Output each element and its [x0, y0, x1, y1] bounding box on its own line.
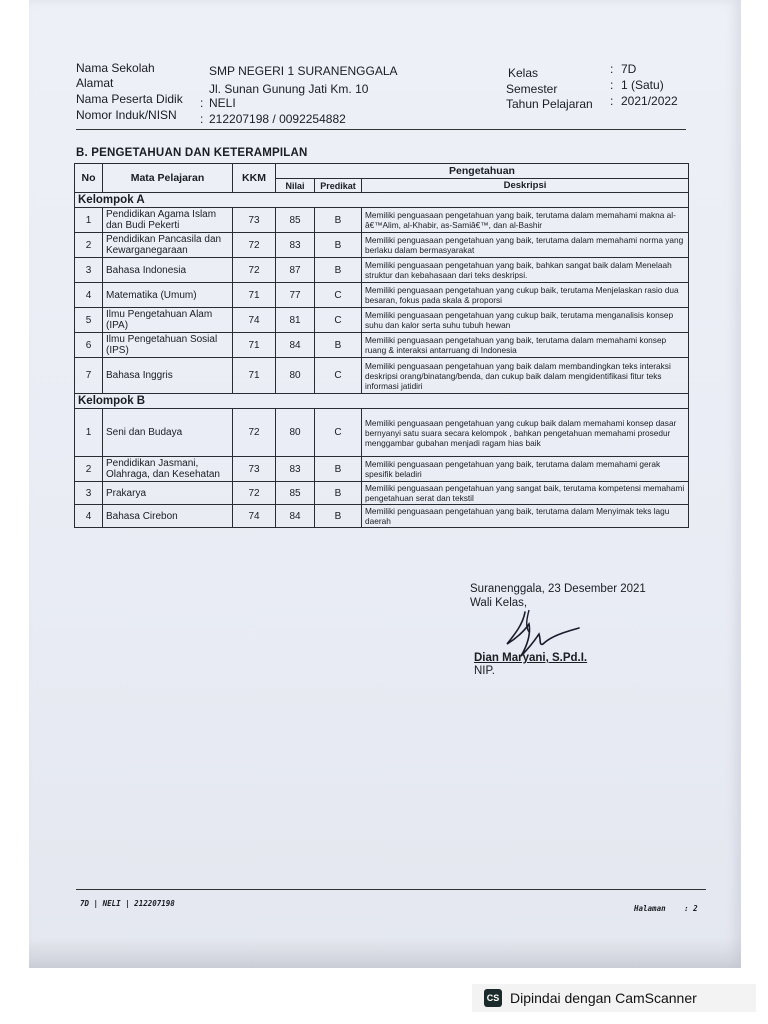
row-subject: Pendidikan Jasmani, Olahraga, dan Kesehatan: [103, 457, 233, 482]
row-deskripsi: Memiliki penguasaan pengetahuan yang cukup baik, terutama Menjelaskan rasio dua besaran, fokus pada skala & proporsi: [362, 283, 689, 308]
row-no: 3: [75, 258, 103, 283]
col-nilai: Nilai: [276, 179, 315, 193]
row-deskripsi: Memiliki penguasaan pengetahuan yang cukup baik dalam memahami konsep dasar bernyanyi satu suara secara kelompok , bahkan pengetahuan memahami prosedur menggambar gubahan menjadi ragam hias baik: [362, 409, 689, 457]
row-nilai: 87: [276, 258, 315, 283]
row-kkm: 71: [233, 283, 276, 308]
row-no: 4: [75, 283, 103, 308]
student-value: NELI: [209, 96, 236, 110]
teacher-name: Dian Maryani, S.Pd.I.: [474, 652, 588, 664]
row-nilai: 85: [276, 482, 315, 505]
row-kkm: 72: [233, 258, 276, 283]
signature-place-date: Suranenggala, 23 Desember 2021: [470, 583, 646, 595]
row-kkm: 72: [233, 482, 276, 505]
section-title: B. PENGETAHUAN DAN KETERAMPILAN: [76, 147, 308, 159]
semester-label: Semester: [506, 82, 558, 96]
row-predikat: B: [315, 208, 362, 233]
table-row: [75, 333, 689, 358]
year-value: 2021/2022: [621, 94, 678, 108]
row-predikat: B: [315, 333, 362, 358]
row-kkm: 72: [233, 409, 276, 457]
row-no: 5: [75, 308, 103, 333]
row-nilai: 80: [276, 358, 315, 394]
row-subject: Bahasa Cirebon: [103, 505, 233, 528]
class-value: 7D: [621, 62, 637, 76]
nisn-label: Nomor Induk/NISN: [76, 108, 177, 122]
footer-page-word: Halaman: [634, 904, 666, 913]
row-subject: Bahasa Inggris: [103, 358, 233, 394]
table-row: [75, 409, 689, 457]
row-kkm: 74: [233, 308, 276, 333]
footer-page-label: [634, 904, 698, 913]
address-label: Alamat: [76, 76, 114, 90]
row-nilai: 85: [276, 208, 315, 233]
semester-value: 1 (Satu): [621, 78, 664, 92]
row-predikat: B: [315, 258, 362, 283]
table-row: [75, 208, 689, 233]
row-deskripsi: Memiliki penguasaan pengetahuan yang baik, terutama dalam Menyimak teks lagu daerah: [362, 505, 689, 528]
class-colon: :: [610, 62, 614, 76]
row-predikat: B: [315, 457, 362, 482]
row-nilai: 83: [276, 457, 315, 482]
address-value: Jl. Sunan Gunung Jati Km. 10: [209, 82, 369, 96]
footer-page-number: : 2: [684, 904, 698, 913]
row-kkm: 71: [233, 358, 276, 394]
row-subject: Matematika (Umum): [103, 283, 233, 308]
row-nilai: 77: [276, 283, 315, 308]
row-no: 1: [75, 409, 103, 457]
year-label: Tahun Pelajaran: [506, 97, 593, 111]
col-pengetahuan: Pengetahuan: [276, 164, 689, 179]
group-a-heading: Kelompok A: [75, 193, 689, 208]
row-kkm: 71: [233, 333, 276, 358]
footer-separator: [76, 889, 706, 890]
year-colon: :: [610, 94, 614, 108]
col-deskripsi: Deskripsi: [362, 179, 689, 193]
table-row: [75, 233, 689, 258]
row-deskripsi: Memiliki penguasaan pengetahuan yang cukup baik, terutama menganalisis konsep suhu dan kalor serta suhu tubuh hewan: [362, 308, 689, 333]
row-deskripsi: Memiliki penguasaan pengetahuan yang baik, terutama dalam memahami konsep ruang & interaksi antarruang di Indonesia: [362, 333, 689, 358]
footer-left: 7D | NELI | 212207198: [80, 899, 175, 908]
row-predikat: C: [315, 409, 362, 457]
row-no: 2: [75, 233, 103, 258]
row-subject: Bahasa Indonesia: [103, 258, 233, 283]
teacher-nip: NIP.: [474, 665, 495, 677]
col-no: No: [75, 164, 103, 193]
camscanner-badge: [472, 984, 756, 1012]
row-deskripsi: Memiliki penguasaan pengetahuan yang baik, bahkan sangat baik dalam Menelaah struktur dan kebahasaan dari teks deskripsi.: [362, 258, 689, 283]
row-predikat: C: [315, 283, 362, 308]
nisn-colon: :: [200, 112, 204, 126]
row-deskripsi: Memiliki penguasaan pengetahuan yang baik, terutama dalam memahami norma yang berlaku dalam bermasyarakat: [362, 233, 689, 258]
row-no: 4: [75, 505, 103, 528]
table-row: [75, 258, 689, 283]
table-row: [75, 283, 689, 308]
row-predikat: B: [315, 505, 362, 528]
row-kkm: 74: [233, 505, 276, 528]
row-subject: Pendidikan Pancasila dan Kewarganegaraan: [103, 233, 233, 258]
row-kkm: 73: [233, 208, 276, 233]
semester-colon: :: [610, 78, 614, 92]
row-deskripsi: Memiliki penguasaan pengetahuan yang baik, terutama dalam memahami makna al-â€™Alim, al-Khabir, as-Samiâ€™, dan al-Bashir: [362, 208, 689, 233]
row-kkm: 72: [233, 233, 276, 258]
group-b-heading: Kelompok B: [75, 394, 689, 409]
table-row: [75, 482, 689, 505]
row-no: 2: [75, 457, 103, 482]
table-row: [75, 457, 689, 482]
row-subject: Prakarya: [103, 482, 233, 505]
table-row: [75, 358, 689, 394]
row-deskripsi: Memiliki penguasaan pengetahuan yang baik, terutama dalam memahami gerak spesifik beladiri: [362, 457, 689, 482]
col-predikat: Predikat: [315, 179, 362, 193]
row-predikat: C: [315, 358, 362, 394]
row-nilai: 80: [276, 409, 315, 457]
camscanner-text: Dipindai dengan CamScanner: [510, 990, 697, 1006]
row-predikat: B: [315, 482, 362, 505]
row-nilai: 81: [276, 308, 315, 333]
grades-table: [74, 163, 689, 528]
row-subject: Ilmu Pengetahuan Alam (IPA): [103, 308, 233, 333]
nisn-value: 212207198 / 0092254882: [209, 112, 346, 126]
table-row: [75, 308, 689, 333]
row-nilai: 83: [276, 233, 315, 258]
table-row: [75, 505, 689, 528]
camscanner-icon: CS: [484, 989, 502, 1007]
row-nilai: 84: [276, 333, 315, 358]
header-separator: [76, 129, 686, 130]
row-no: 3: [75, 482, 103, 505]
class-label: Kelas: [508, 66, 539, 80]
row-nilai: 84: [276, 505, 315, 528]
row-no: 7: [75, 358, 103, 394]
row-predikat: B: [315, 233, 362, 258]
row-no: 1: [75, 208, 103, 233]
row-subject: Ilmu Pengetahuan Sosial (IPS): [103, 333, 233, 358]
school-value: SMP NEGERI 1 SURANENGGALA: [209, 64, 398, 78]
school-label: Nama Sekolah: [76, 61, 155, 75]
row-subject: Seni dan Budaya: [103, 409, 233, 457]
col-subject: Mata Pelajaran: [103, 164, 233, 193]
row-kkm: 73: [233, 457, 276, 482]
signature-role: Wali Kelas,: [470, 597, 528, 609]
row-deskripsi: Memiliki penguasaan pengetahuan yang sangat baik, terutama kompetensi memahami pengetahuan serat dan tekstil: [362, 482, 689, 505]
student-colon: :: [200, 96, 204, 110]
row-deskripsi: Memiliki penguasaan pengetahuan yang baik dalam membandingkan teks interaksi deskripsi orang/binatang/benda, dan cukup baik dalam mengidentifikasi fitur teks informasi jatidiri: [362, 358, 689, 394]
row-predikat: C: [315, 308, 362, 333]
row-subject: Pendidikan Agama Islam dan Budi Pekerti: [103, 208, 233, 233]
student-label: Nama Peserta Didik: [76, 92, 183, 106]
col-kkm: KKM: [233, 164, 276, 193]
row-no: 6: [75, 333, 103, 358]
